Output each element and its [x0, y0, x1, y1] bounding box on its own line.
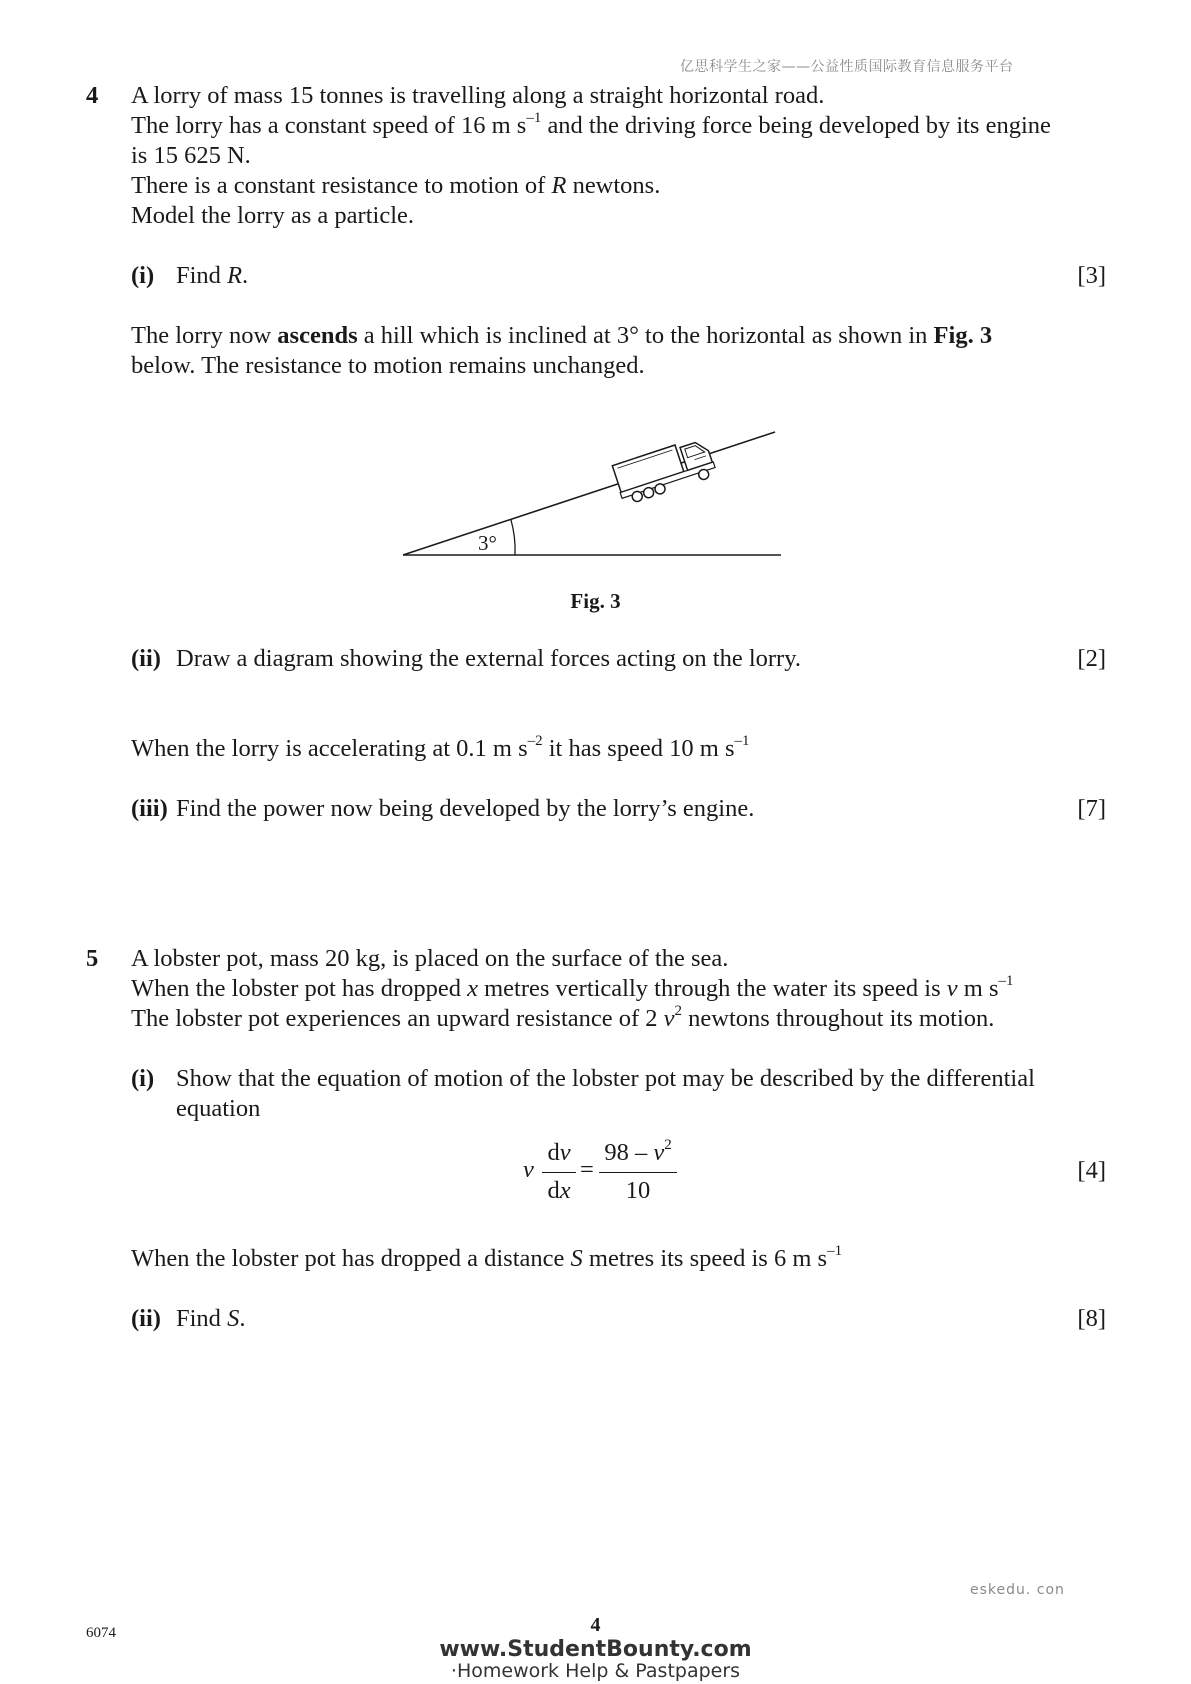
- question-4-number: 4: [86, 82, 99, 109]
- q5-part-i: (i) Show that the equation of motion of the lobster pot may be described by the differential: [131, 1065, 1035, 1092]
- q5-part-ii-marks: [8]: [1077, 1305, 1106, 1332]
- incline-line: [403, 432, 775, 555]
- q4-line-3: is 15 625 N.: [131, 142, 251, 169]
- header-watermark: 亿思科学生之家——公益性质国际教育信息服务平台: [680, 59, 1014, 75]
- lorry-icon: [611, 435, 717, 506]
- angle-arc: [511, 520, 515, 555]
- studentbounty-url: www.StudentBounty.com: [439, 1637, 752, 1662]
- q4-line-8: When the lorry is accelerating at 0.1 m $s^{-2}$ it has speed 10 m $s^{-1}$: [131, 732, 750, 762]
- q5-line-2: When the lobster pot has dropped x metres vertically through the water its speed is v m $s^{-1}$: [131, 972, 1014, 1002]
- q4-part-iii-marks: [7]: [1077, 795, 1106, 822]
- q5-part-i-marks: [4]: [1077, 1157, 1106, 1184]
- q4-line-6: The lorry now ascends a hill which is inclined at 3° to the horizontal as shown in Fig. 3: [131, 322, 993, 349]
- angle-label: 3°: [478, 531, 497, 555]
- q4-line-1: A lorry of mass 15 tonnes is travelling along a straight horizontal road.: [131, 82, 825, 109]
- fig-3-diagram: [395, 420, 795, 560]
- differential-equation: v dv dx = $98 - v^2$ 10: [520, 1132, 680, 1202]
- paper-code: 6074: [86, 1625, 116, 1641]
- q4-line-5: Model the lorry as a particle.: [131, 202, 415, 229]
- q5-line-4: When the lobster pot has dropped a distance S metres its speed is 6 m $s^{-1}$: [131, 1242, 843, 1272]
- q4-line-4: There is a constant resistance to motion of R newtons.: [131, 172, 661, 199]
- q4-line-7: below. The resistance to motion remains unchanged.: [131, 352, 645, 379]
- q5-part-ii: (ii) Find S.: [131, 1305, 246, 1332]
- q4-part-ii-marks: [2]: [1077, 645, 1106, 672]
- q4-part-ii: (ii) Draw a diagram showing the external forces acting on the lorry.: [131, 645, 801, 672]
- q4-line-2: The lorry has a constant speed of 16 m $s^{-1}$ and the driving force being developed by its engine: [131, 109, 1051, 139]
- q4-part-i: (i) Find R.: [131, 262, 249, 289]
- q4-part-iii: (iii) Find the power now being developed by the lorry’s engine.: [131, 795, 755, 822]
- q5-part-i-line-2: equation: [176, 1095, 261, 1122]
- question-5-number: 5: [86, 945, 99, 972]
- eskedu-watermark: eskedu. con: [970, 1582, 1065, 1598]
- q4-part-i-marks: [3]: [1077, 262, 1106, 289]
- fig-3-caption: Fig. 3: [570, 589, 621, 613]
- q5-line-3: The lobster pot experiences an upward resistance of 2 $v^2$ newtons throughout its motion.: [131, 1002, 995, 1032]
- q5-line-1: A lobster pot, mass 20 kg, is placed on the surface of the sea.: [131, 945, 729, 972]
- page-number: 4: [590, 1614, 601, 1636]
- studentbounty-tagline: ·Homework Help & Pastpapers: [450, 1660, 741, 1682]
